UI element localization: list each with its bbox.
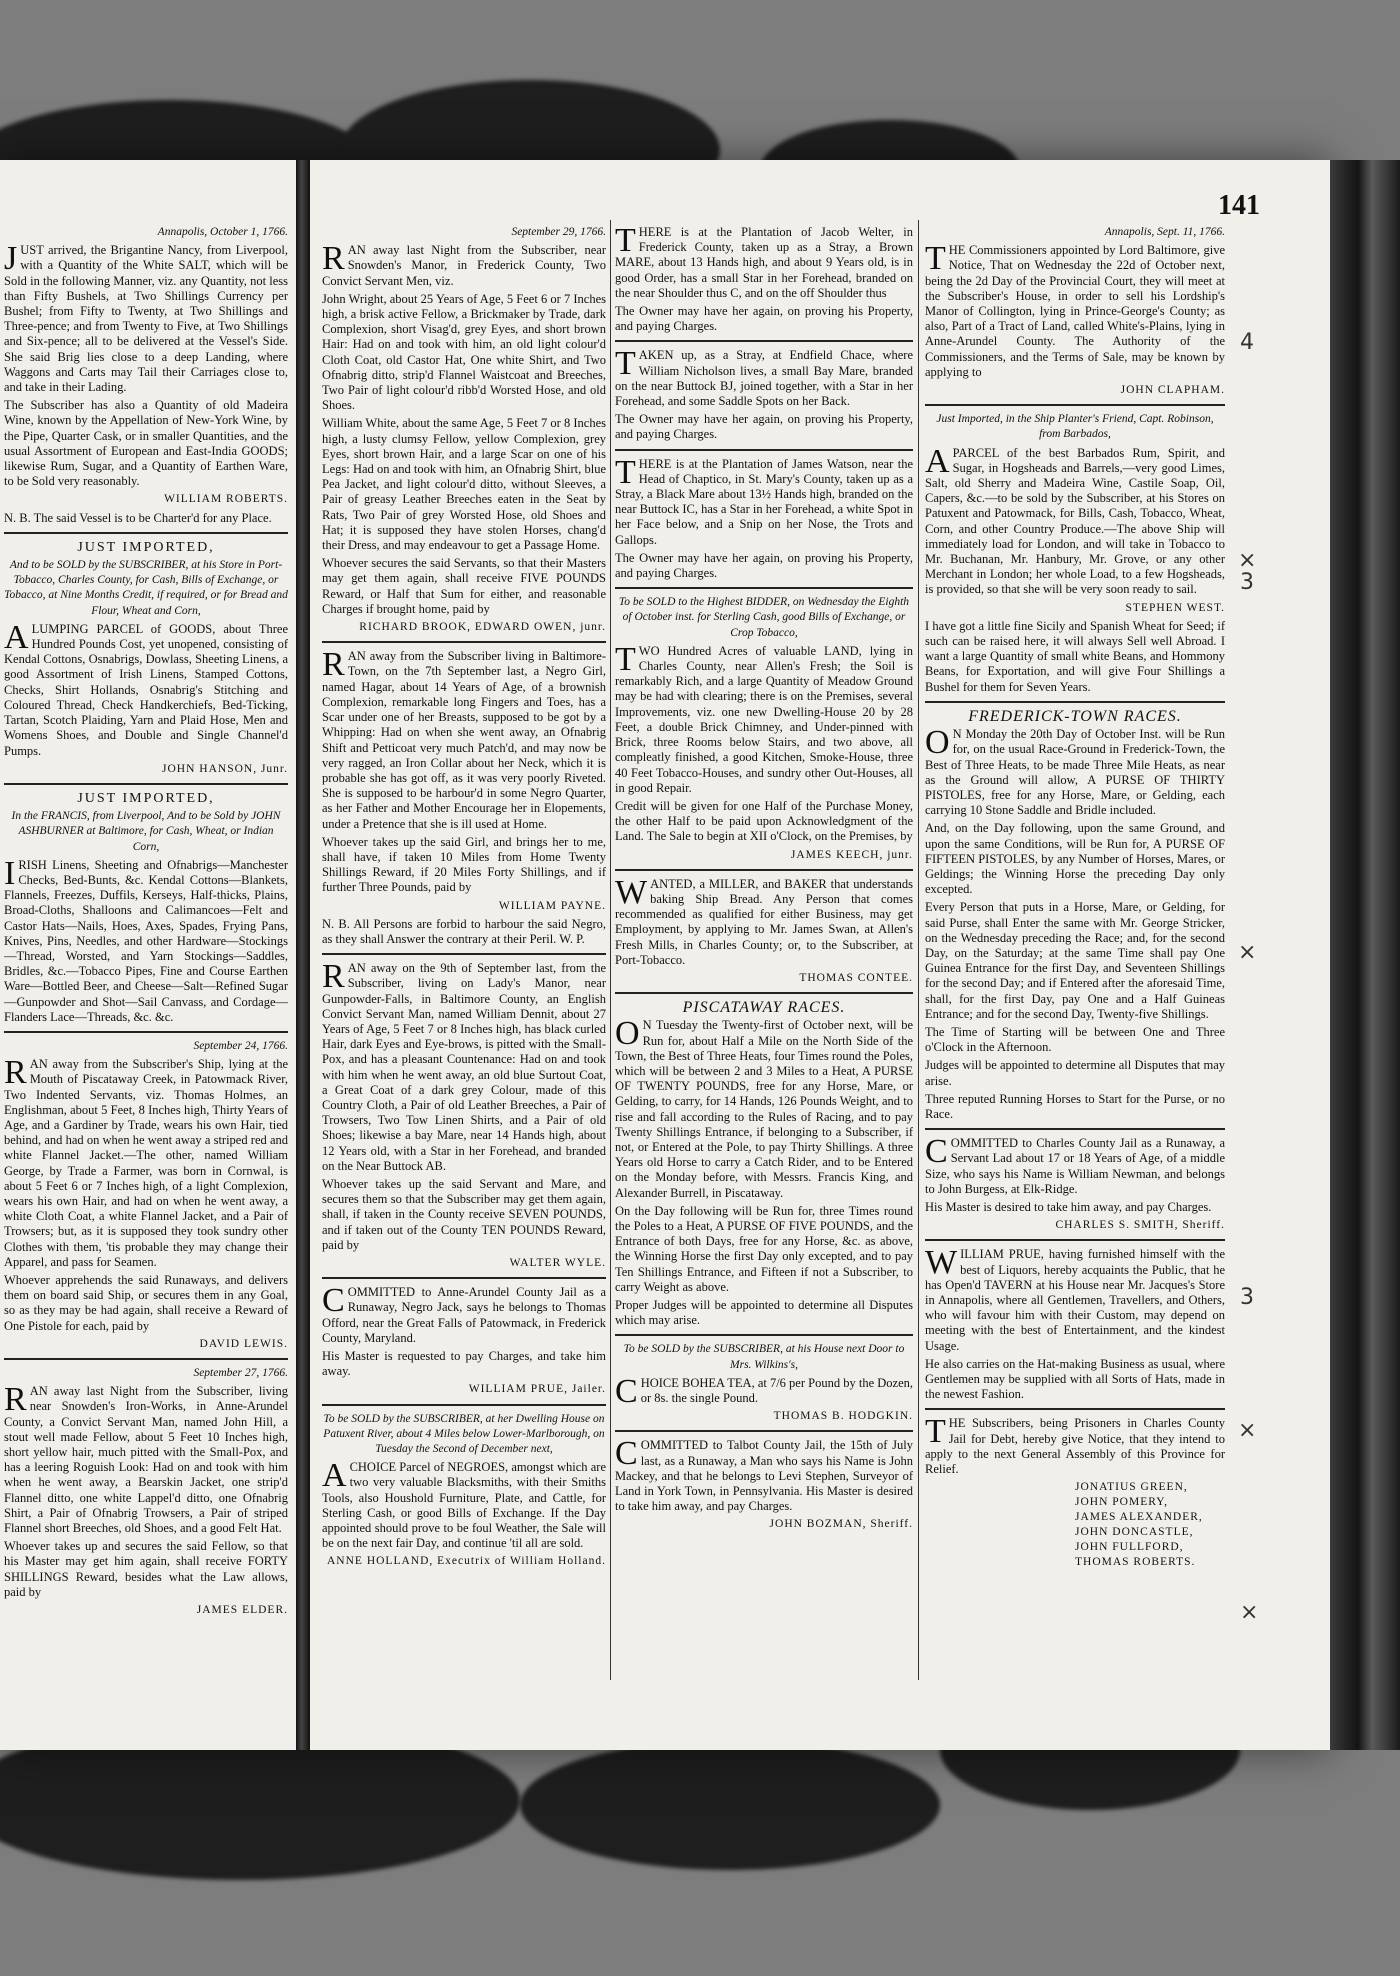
ad-body: ALUMPING PARCEL of GOODS, about Three Hundred Pounds Cost, yet unopened, consisting of Kendal Cottons, Osnabrigs, Dowlass, Sheeting Linens, a good Assortment of Irish Linens, Stamped Cottons, Checks, Shirt Hollands, Osnabrig's Stitching and Coloured Thread, Check Handkerchiefs, Bed-Ticking, Tartan, Scotch Plaiding, Yarn and Plaid Hose, Men and Womens Shoes, and Double and Single Channel'd Pumps.	[4, 618, 288, 758]
ad-body: JUST arrived, the Brigantine Nancy, from Liverpool, with a Quantity of the White SALT, which will be Sold in the following Manner, viz. any Quantity, not less than Fifty Bushels, at Two Shillings Currency per Bushel; from Fifty to Twenty, at Two Shillings and Three-pence; and from Twenty to Five, at Two Shillings and Six-pence; all to be delivered at the Vessel's Side. She said Brig lies close to a deep Landing, where Waggons and Carts may Tail their Carriages close to, and take in their Lading.	[4, 240, 288, 395]
ad-subheading: And to be SOLD by the SUBSCRIBER, at his Store in Port-Tobacco, Charles County, for Cash, Bills of Exchange, or Tobacco, at Nine Months Credit, if required, or for Bread and Flour, Wheat and Corn,	[4, 559, 288, 617]
ad-bohea-tea	[615, 1342, 913, 1424]
ad-prue-tavern	[925, 1244, 1225, 1402]
ad-commissioners	[925, 225, 1225, 398]
signature: THOMAS B. HODGKIN.	[773, 1410, 913, 1423]
signers-list	[1075, 1480, 1225, 1570]
ad-body: The Subscriber has also a Quantity of old Madeira Wine, known by the Appellation of New-York Wine, by the Pipe, Quarter Cask, or in smaller Quantities, and the usual Assortment of European and East-India GOODS; likewise Rum, Sugar, and a Quantity of Earthen Ware, to be Sold very reasonably.	[4, 398, 288, 489]
ad-committed-newman	[925, 1133, 1225, 1233]
signer: JAMES ALEXANDER,	[1075, 1511, 1203, 1524]
ad-body: RAN away on the 9th of September last, from the Subscriber, living on Lady's Manor, near Gunpowder-Falls, in Baltimore County, an English Convict Servant Man, named William Dennit, about 27 Years of Age, 5 Feet 7 or 8 Inches high, has black curled Hair, dark Eyes and Eye-brows, is pitted with the Small-Pox, and has a pleasant Countenance: Had on and took with him when he went away, an old blue Surtout Coat, a Great Coat of a dark grey Colour, made of this Country Cloth, a Pair of old Leather Breeches, a Pair of Trowsers, Two Tow Linen Shirts, and a Pair of old Shoes; likewise a bay Mare, near 14 Hands high, about 12 Years old, with a Star in her Forehead, and branded on the Near Buttock AB.	[322, 958, 606, 1173]
ad-heading: JUST IMPORTED,	[77, 539, 215, 555]
ad-body: The Owner may have her again, on proving his Property, and paying Charges.	[615, 304, 913, 334]
signature: JOHN HANSON, Junr.	[162, 762, 288, 775]
divider	[322, 1404, 606, 1406]
ad-body: WILLIAM PRUE, having furnished himself with the best of Liquors, hereby acquaints the Public, that he has Open'd TAVERN at his House near Mr. Jacques's Store in Annapolis, where all Gentlemen, Travellers, and Others, who will favour him with their Custom, may depend on meeting with the best of Entertainment, and the kindest Usage.	[925, 1244, 1225, 1353]
ad-body: COMMITTED to Anne-Arundel County Jail as a Runaway, Negro Jack, says he belongs to Thomas Offord, near the Great Falls of Patowmack, in Frederick County, Maryland.	[322, 1282, 606, 1345]
ad-body: RAN away last Night from the Subscriber, near Snowden's Manor, in Frederick County, Two Convict Servant Men, viz.	[322, 240, 606, 288]
ad-runaway-wyle	[322, 958, 606, 1271]
signer: THOMAS ROBERTS.	[1075, 1556, 1196, 1569]
divider	[925, 1128, 1225, 1130]
ad-body: COMMITTED to Talbot County Jail, the 15th of July last, as a Runaway, a Man who says his Name is John Mackey, and that he belongs to Levi Stephen, Surveyor of Land in York Town, in Pennsylvania. His Master is desired to take him away, and pay Charges.	[615, 1435, 913, 1514]
ad-body: The Owner may have her again, on proving his Property, and paying Charges.	[615, 412, 913, 442]
ad-heading: FREDERICK-TOWN RACES.	[968, 707, 1182, 725]
ad-body: The Time of Starting will be between One and Three o'Clock in the Afternoon.	[925, 1024, 1225, 1055]
ad-body: Whoever apprehends the said Runaways, and delivers them on board said Ship, or secures them in any Goal, so as they may be had again, shall receive a Reward of One Pistole for each, paid by	[4, 1273, 288, 1333]
ad-hanson-goods	[4, 540, 288, 777]
ad-body: Whoever takes up the said Girl, and brings her to me, shall have, if taken 10 Miles from Home Twenty Shillings Reward, if 20 Miles Forty Shillings, and if further Three Pounds, paid by	[322, 834, 606, 895]
ad-body: Three reputed Running Horses to Start for the Purse, or no Race.	[925, 1091, 1225, 1121]
divider	[615, 992, 913, 994]
divider	[925, 404, 1225, 406]
divider	[322, 1277, 606, 1279]
ad-wanted-miller	[615, 873, 913, 986]
book-edge	[1330, 160, 1400, 1750]
ad-heading: PISCATAWAY RACES.	[682, 999, 846, 1017]
ad-body: John Wright, about 25 Years of Age, 5 Feet 6 or 7 Inches high, a brisk active Fellow, a Brickmaker by Trade, dark Complexion, short Visag'd, grey Eyes, and short brown Hair: Had on and took with him, an old light colour'd Cloth Coat, old Castor Hat, One white Shirt, and Two Ofnabrig ditto, strip'd Flannel Waistcoat and Breeches, Two Pair of light colour'd ribb'd Worsted Hose, and old Shoes.	[322, 291, 606, 413]
signature: WILLIAM PRUE, Jailer.	[468, 1383, 606, 1396]
ad-stray-welter	[615, 225, 913, 334]
ad-body: TWO Hundred Acres of valuable LAND, lying in Charles County, near Allen's Fresh; the Soil is remarkably Rich, and a large Quantity of Meadow Ground may be had with clearing; there is on the Premises, several Improvements, viz. one new Dwelling-House 20 by 28 Feet, a double Brick Chimney, and Under-pinned with Brick, three Rooms below Stairs, and two above, all compleatly finished, a good Kitchen, Smoke-House, three 40 Feet Tobacco-Houses, and sundry other Out-Houses, all in good Repair.	[615, 640, 913, 795]
signature: WILLIAM ROBERTS.	[164, 493, 288, 506]
ad-committed-jack	[322, 1282, 606, 1397]
column-rule	[918, 220, 919, 1680]
divider	[615, 1430, 913, 1432]
ad-body: ON Monday the 20th Day of October Inst. will be Run for, on the usual Race-Ground in Frederick-Town, the Best of Three Heats, to be made Three Mile Heats, as near as the Ground will allow, A PURSE OF THIRTY PISTOLES, free for any Horse, Mare, or Gelding, each carrying 10 Stone Saddle and Bridle included.	[925, 724, 1225, 818]
handwritten-x-icon: ×	[1240, 1600, 1259, 1625]
ad-body: Proper Judges will be appointed to determine all Disputes which may arise.	[615, 1298, 913, 1328]
divider	[4, 532, 288, 534]
ad-body: THERE is at the Plantation of Jacob Welter, in Frederick County, taken up as a Stray, a Brown MARE, about 13 Hands high, and about 9 Years old, is in good Order, has a small Star in her Forehead, branded on the near Shoulder thus C, and on the off Shoulder thus	[615, 225, 913, 300]
ad-body: Judges will be appointed to determine all Disputes that may arise.	[925, 1058, 1225, 1088]
ad-body: Whoever takes up the said Servant and Mare, and secures them so that the Subscriber may get them again, shall, if taken in the County receive SEVEN POUNDS, and if taken out of the County TEN POUNDS Reward, paid by	[322, 1176, 606, 1252]
ad-body: ON Tuesday the Twenty-first of October next, will be Run for, about Half a Mile on the North Side of the Town, the Best of Three Heats, four Times round the Poles, which will be between 2 and 3 Miles to a Heat, A PURSE OF TWENTY POUNDS, free for any Horse, Mare, or Gelding, to carry, for 14 Hands, 126 Pounds Weight, and to rise and fall according to the Rules of Racing, and to pay Twenty Shillings Entrance, if belonging to a Subscriber, if not, or Entered at the Pole, to pay Thirty Shillings. A three Years old Horse to carry a Catch Rider, and to be Entered on the Monday before, with Messrs. Francis King, and Alexander Burrell, in Piscataway.	[615, 1015, 913, 1200]
ad-committed-mackey	[615, 1435, 913, 1532]
signature: JAMES KEECH, junr.	[790, 848, 913, 861]
ad-runaway-payne	[322, 646, 606, 947]
handwritten-x-icon: ×	[1238, 940, 1257, 965]
signature: STEPHEN WEST.	[1125, 601, 1225, 614]
ad-runaway-elder	[4, 1366, 288, 1618]
handwritten-mark-icon: 4	[1240, 330, 1254, 355]
ad-body: RAN away from the Subscriber's Ship, lying at the Mouth of Piscataway Creek, in Patowmack River, Two Indented Servants, viz. Thomas Holmes, an Englishman, about 5 Feet, 8 Inches high, Thirty Years of Age, and a Gardiner by Trade, wears his own Hair, tied behind, and had on when he went away a striped red and white Flannel Jacket.—The other, named William George, by Trade a Farmer, was born in Cornwal, is about 5 Feet 6 or 7 Inches high, of a light Complexion, wears his own Hair, and had on when he went away, a white Cloth Coat, a white Flannel Jacket, and a Pair of Trowsers; but, as it is supposed they took sundry other Clothes with them, 'tis probable they may change their Apparel, and pass for Seamen.	[4, 1054, 288, 1269]
column-rule	[610, 220, 611, 1680]
ad-body: ACHOICE Parcel of NEGROES, amongst which are two very valuable Blacksmiths, with their Smiths Tools, also Houshold Furniture, Plate, and Cattle, for Sterling Cash, or good Bills of Exchange. If the Day appointed should prove to be foul Weather, the Sale will be on the next fair Day, and continue 'til all are sold.	[322, 1457, 606, 1551]
ad-date: September 24, 1766.	[193, 1039, 288, 1052]
ad-subheading: To be SOLD to the Highest BIDDER, on Wednesday the Eighth of October inst. for Sterling Cash, good Bills of Exchange, or Crop Tobacco,	[618, 596, 910, 639]
ad-body: RAN away last Night from the Subscriber, living near Snowden's Iron-Works, in Anne-Arundel County, a Convict Servant Man, named John Hill, a stout well made Fellow, about 5 Feet 10 Inches high, short yellow hair, much pitted with the Small-Pox, and has a leering Roguish Look: Had on and took with him when he went away, a Bearskin Jacket, one strip'd Flannel ditto, one white Lappel'd ditto, one Ofnabrig Shirt, a Pair of Ofnabrig Trowsers, a Pair of striped Flannel short Breeches, old Shoes, and a good Felt Hat.	[4, 1381, 288, 1536]
handwritten-mark-icon: 3	[1240, 570, 1254, 595]
dateline: Annapolis, Sept. 11, 1766.	[1104, 226, 1225, 238]
ad-body: WANTED, a MILLER, and BAKER that understands baking Ship Bread. Any Person that comes recommended as qualified for either Business, may get Employment, by applying to Mr. James Swan, at Allen's Fresh Mills, in Charles County; or, to the Subscriber, at Port-Tobacco.	[615, 873, 913, 967]
signer: JOHN FULLFORD,	[1075, 1541, 1184, 1554]
divider	[615, 1334, 913, 1336]
ad-body: APARCEL of the best Barbados Rum, Spirit, and Sugar, in Hogsheads and Barrels,—very good Limes, Salt, old Sherry and Madeira Wine, Castile Soap, Oil, Capers, &c.—to be sold by the Subscriber, at his Stores on Patuxent and Patowmack, for Bills, Cash, Tobacco, Wheat, Corn, and other Country Produce.—The above Ship will immediately load for London, and will take in Tobacco to Mr. Buchanan, Mr. Hanbury, Mr. Grove, or any other Merchant in London; her whole Load, to a few Hogsheads, is provided, so that she will be very soon ready to sail.	[925, 442, 1225, 597]
signature: WILLIAM PAYNE.	[498, 899, 606, 912]
handwritten-mark-icon: 3	[1240, 1285, 1254, 1310]
signature: JOHN CLAPHAM.	[1120, 384, 1225, 397]
signature: ANNE HOLLAND, Executrix of William Holland.	[327, 1555, 606, 1568]
ad-body: His Master is desired to take him away, and pay Charges.	[925, 1199, 1212, 1214]
ad-body: RAN away from the Subscriber living in Baltimore-Town, on the 7th September last, a Negro Girl, named Hagar, about 14 Years of Age, of a brownish Complexion, remarkable long Fingers and Toes, has a Scar under one of her Breasts, supposed to be got by a Whipping: Had on when she went away, an Ofnabrig Shift and Petticoat very much Patch'd, and may now be very ragged, an Iron Collar about her Neck, which it is probable she has got off, as it was very poorly Riveted. She is supposed to be harbour'd in some Negro Quarter, as her Father and Mother Encourage her in Elopements, under a Pretence that she is ill used at Home.	[322, 646, 606, 831]
ad-body: The Owner may have her again, on proving his Property, and paying Charges.	[615, 550, 913, 581]
signature: CHARLES S. SMITH, Sheriff.	[1055, 1219, 1225, 1232]
ad-body: He also carries on the Hat-making Business as usual, where Gentlemen may be supplied with all Sorts of Hats, made in the newest Fashion.	[925, 1356, 1225, 1402]
divider	[322, 641, 606, 643]
ad-holland-sale	[322, 1412, 606, 1570]
divider	[4, 1031, 288, 1033]
ad-planters-friend	[925, 412, 1225, 695]
signature: THOMAS CONTEE.	[799, 971, 913, 984]
signature: DAVID LEWIS.	[199, 1337, 288, 1350]
handwritten-x-icon: ×	[1238, 548, 1257, 573]
column-1	[4, 225, 288, 1695]
ad-body: COMMITTED to Charles County Jail as a Runaway, a Servant Lad about 17 or 18 Years of Age, of a middle Size, who says his Name is William Newman, and belongs to John Burgess, at Elk-Ridge.	[925, 1133, 1225, 1196]
column-4	[925, 225, 1225, 1645]
ad-francis	[4, 791, 288, 1025]
ad-body: I have got a little fine Sicily and Spanish Wheat for Seed; if such can be raised here, it will always Sell well Abroad. I want a large Quantity of small white Beans, and Hommony Beans, for Exportation, and will give Four Shillings a Bushel for them for Seven Years.	[925, 618, 1225, 694]
ad-body: And, on the Day following, upon the same Ground, and upon the same Conditions, will be Run for, A PURSE OF FIFTEEN PISTOLES, by any Number of Horses, Mares, or Geldings; the Winning Horse the preceding Day only excepted.	[925, 821, 1225, 897]
handwritten-x-icon: ×	[1238, 1418, 1257, 1443]
ad-body: IRISH Linens, Sheeting and Ofnabrigs—Manchester Checks, Bed-Bunts, &c. Kendal Cottons—Blankets, Flannels, Freezes, Duffils, Kerseys, Half-thicks, Plains, Broad-Cloths, Shalloons and Calimancoes—Felt and Castor Hats—Nails, Hoes, Axes, Spades, Frying Pans, Knives, Pins, Needles, and other Hardware—Stockings—Thread, Worsted, and Yarn Stockings—Saddles, Bridles, &c.—Tobacco Pipes, Fine and Course Earthen Ware—Bottled Beer, and Cheese—Salt—Refined Sugar—Gunpowder and Shot—Sail Canvass, and Cordage—Flanders Lace—Threads, &c. &c.	[4, 854, 288, 1024]
divider	[322, 953, 606, 955]
divider	[615, 587, 913, 589]
ad-body: TAKEN up, as a Stray, at Endfield Chace, where William Nicholson lives, a small Bay Mare, branded on the near Buttock BJ, joined together, with a Star in her Forehead, and some Saddle Spots on her Back.	[615, 345, 913, 409]
ad-stray-watson	[615, 453, 913, 582]
ad-body: THERE is at the Plantation of James Watson, near the Head of Chaptico, in St. Mary's County, taken up as a Stray, a Black Mare about 13½ Hands high, branded on the near Buttock IC, has a Star in her Forehead, a white Spot in her Face below, and a Snip on her Nose, the Trots and Gallops.	[615, 453, 913, 547]
ad-frederick-races	[925, 709, 1225, 1122]
ad-body: His Master is requested to pay Charges, and take him away.	[322, 1349, 606, 1379]
divider	[4, 1358, 288, 1360]
ad-salt	[4, 225, 288, 526]
dateline: Annapolis, October 1, 1766.	[157, 226, 288, 238]
signature: RICHARD BROOK, EDWARD OWEN, junr.	[359, 621, 606, 634]
ad-prisoners-notice	[925, 1413, 1225, 1570]
signer: JOHN DONCASTLE,	[1075, 1526, 1194, 1539]
ad-subheading: In the FRANCIS, from Liverpool, And to be Sold by JOHN ASHBURNER at Baltimore, for Cash, Wheat, or Indian Corn,	[11, 810, 281, 853]
ad-subheading: To be SOLD by the SUBSCRIBER, at her Dwelling House on Patuxent River, about 4 Miles below Lower-Marlborough, on Tuesday the Second of December next,	[323, 1412, 605, 1456]
divider	[615, 449, 913, 451]
ad-body: On the Day following will be Run for, three Times round the Poles to a Heat, A PURSE OF FIVE POUNDS, and the Entrance of both Days, free for any Horse, &c. as above, the Winning Horse the first Day only excepted, and to pay Ten Shillings Entrance, and Fifteen if not a Subscriber, to carry Weight as above.	[615, 1203, 913, 1294]
scan-shadow	[520, 1740, 940, 1870]
divider	[925, 701, 1225, 703]
ad-body: Whoever secures the said Servants, so that their Masters may get them again, shall receive FIVE POUNDS Reward, or Half that Sum for either, and reasonable Charges if brought home, paid by	[322, 556, 606, 616]
ad-body: CHOICE BOHEA TEA, at 7/6 per Pound by the Dozen, or 8s. the single Pound.	[615, 1372, 913, 1410]
ad-body: THE Subscribers, being Prisoners in Charles County Jail for Debt, hereby give Notice, that they intend to apply to the next General Assembly of this Province for Relief.	[925, 1413, 1225, 1477]
divider	[615, 869, 913, 871]
signature: JOHN BOZMAN, Sheriff.	[769, 1518, 913, 1531]
ad-body: William White, about the same Age, 5 Feet 7 or 8 Inches high, a lusty clumsy Fellow, yellow Complexion, grey Eyes, short brown Hair, and a large Scar on one of his Legs: Had on and took with him, an Ofnabrig Shirt, blue Pea Jacket, and light colour'd ditto, without Sleeves, a Pair of greasy Leather Breeches eaten in the Seat by Rats, Two Pair of grey Worsted Hose, old Shoes and Hat; it is supposed they have stolen Horses, chang'd their Dress, and may endeavour to get a Passage Home.	[322, 416, 606, 553]
ad-body: Every Person that puts in a Horse, Mare, or Gelding, for said Purse, shall Enter the same with Mr. George Stricker, on the Wednesday preceding the Race; and, for the second Day, on the Saturday; at the same Time shall pay One Guinea Entrance for the first Day, and Seventeen Shillings for the second Day; and if Entered after the aforesaid Time, shall, for the first Day, pay One and a Half Guineas Entrance; and for the second Day, Twenty-five Shillings.	[925, 900, 1225, 1021]
page-number: 141	[1218, 190, 1260, 221]
ad-stray-nicholson	[615, 345, 913, 442]
column-2	[322, 225, 606, 1695]
page-gutter	[296, 160, 310, 1750]
divider	[4, 783, 288, 785]
ad-body: Whoever takes up and secures the said Fellow, so that his Master may get him again, shall receive FORTY SHILLINGS Reward, besides what the Law allows, paid by	[4, 1539, 288, 1599]
ad-subheading: To be SOLD by the SUBSCRIBER, at his House next Door to Mrs. Wilkins's,	[623, 1343, 905, 1371]
divider	[925, 1239, 1225, 1241]
nota-bene: N. B. All Persons are forbid to harbour the said Negro, as they shall Answer the contrary at their Peril. W. P.	[322, 916, 606, 946]
ad-date: September 27, 1766.	[193, 1367, 288, 1380]
signer: JONATIUS GREEN,	[1075, 1481, 1188, 1494]
signature: JAMES ELDER.	[196, 1604, 288, 1617]
signature: WALTER WYLE.	[509, 1257, 606, 1269]
signer: JOHN POMERY,	[1075, 1496, 1168, 1509]
divider	[925, 1408, 1225, 1410]
ad-body: THE Commissioners appointed by Lord Baltimore, give Notice, That on Wednesday the 22d of October next, being the 2d Day of the Provincial Court, they will meet at the Subscriber's House, in order to sell his Lordship's Manor of Collington, lying in Prince-George's County; as also, Part of a Tract of Land, called White's-Plains, lying in Anne-Arundel County. The Authority of the Commissioners, and the Terms of Sale, may be known by applying to	[925, 240, 1225, 379]
divider	[615, 340, 913, 342]
ad-runaway-lewis	[4, 1039, 288, 1352]
ad-runaway-brook	[322, 225, 606, 635]
ad-subheading: Just Imported, in the Ship Planter's Friend, Capt. Robinson, from Barbados,	[936, 413, 1214, 441]
nota-bene: N. B. The said Vessel is to be Charter'd for any Place.	[4, 510, 272, 525]
ad-land-keech	[615, 595, 913, 862]
column-3	[615, 225, 913, 1655]
ad-body: Credit will be given for one Half of the Purchase Money, the other Half to be paid upon Acknowledgment of the Land. The Sale to begin at XII o'Clock, on the Premises, by	[615, 798, 913, 844]
ad-piscataway-races	[615, 1000, 913, 1328]
ad-heading: JUST IMPORTED,	[77, 790, 215, 806]
ad-date: September 29, 1766.	[511, 226, 606, 238]
